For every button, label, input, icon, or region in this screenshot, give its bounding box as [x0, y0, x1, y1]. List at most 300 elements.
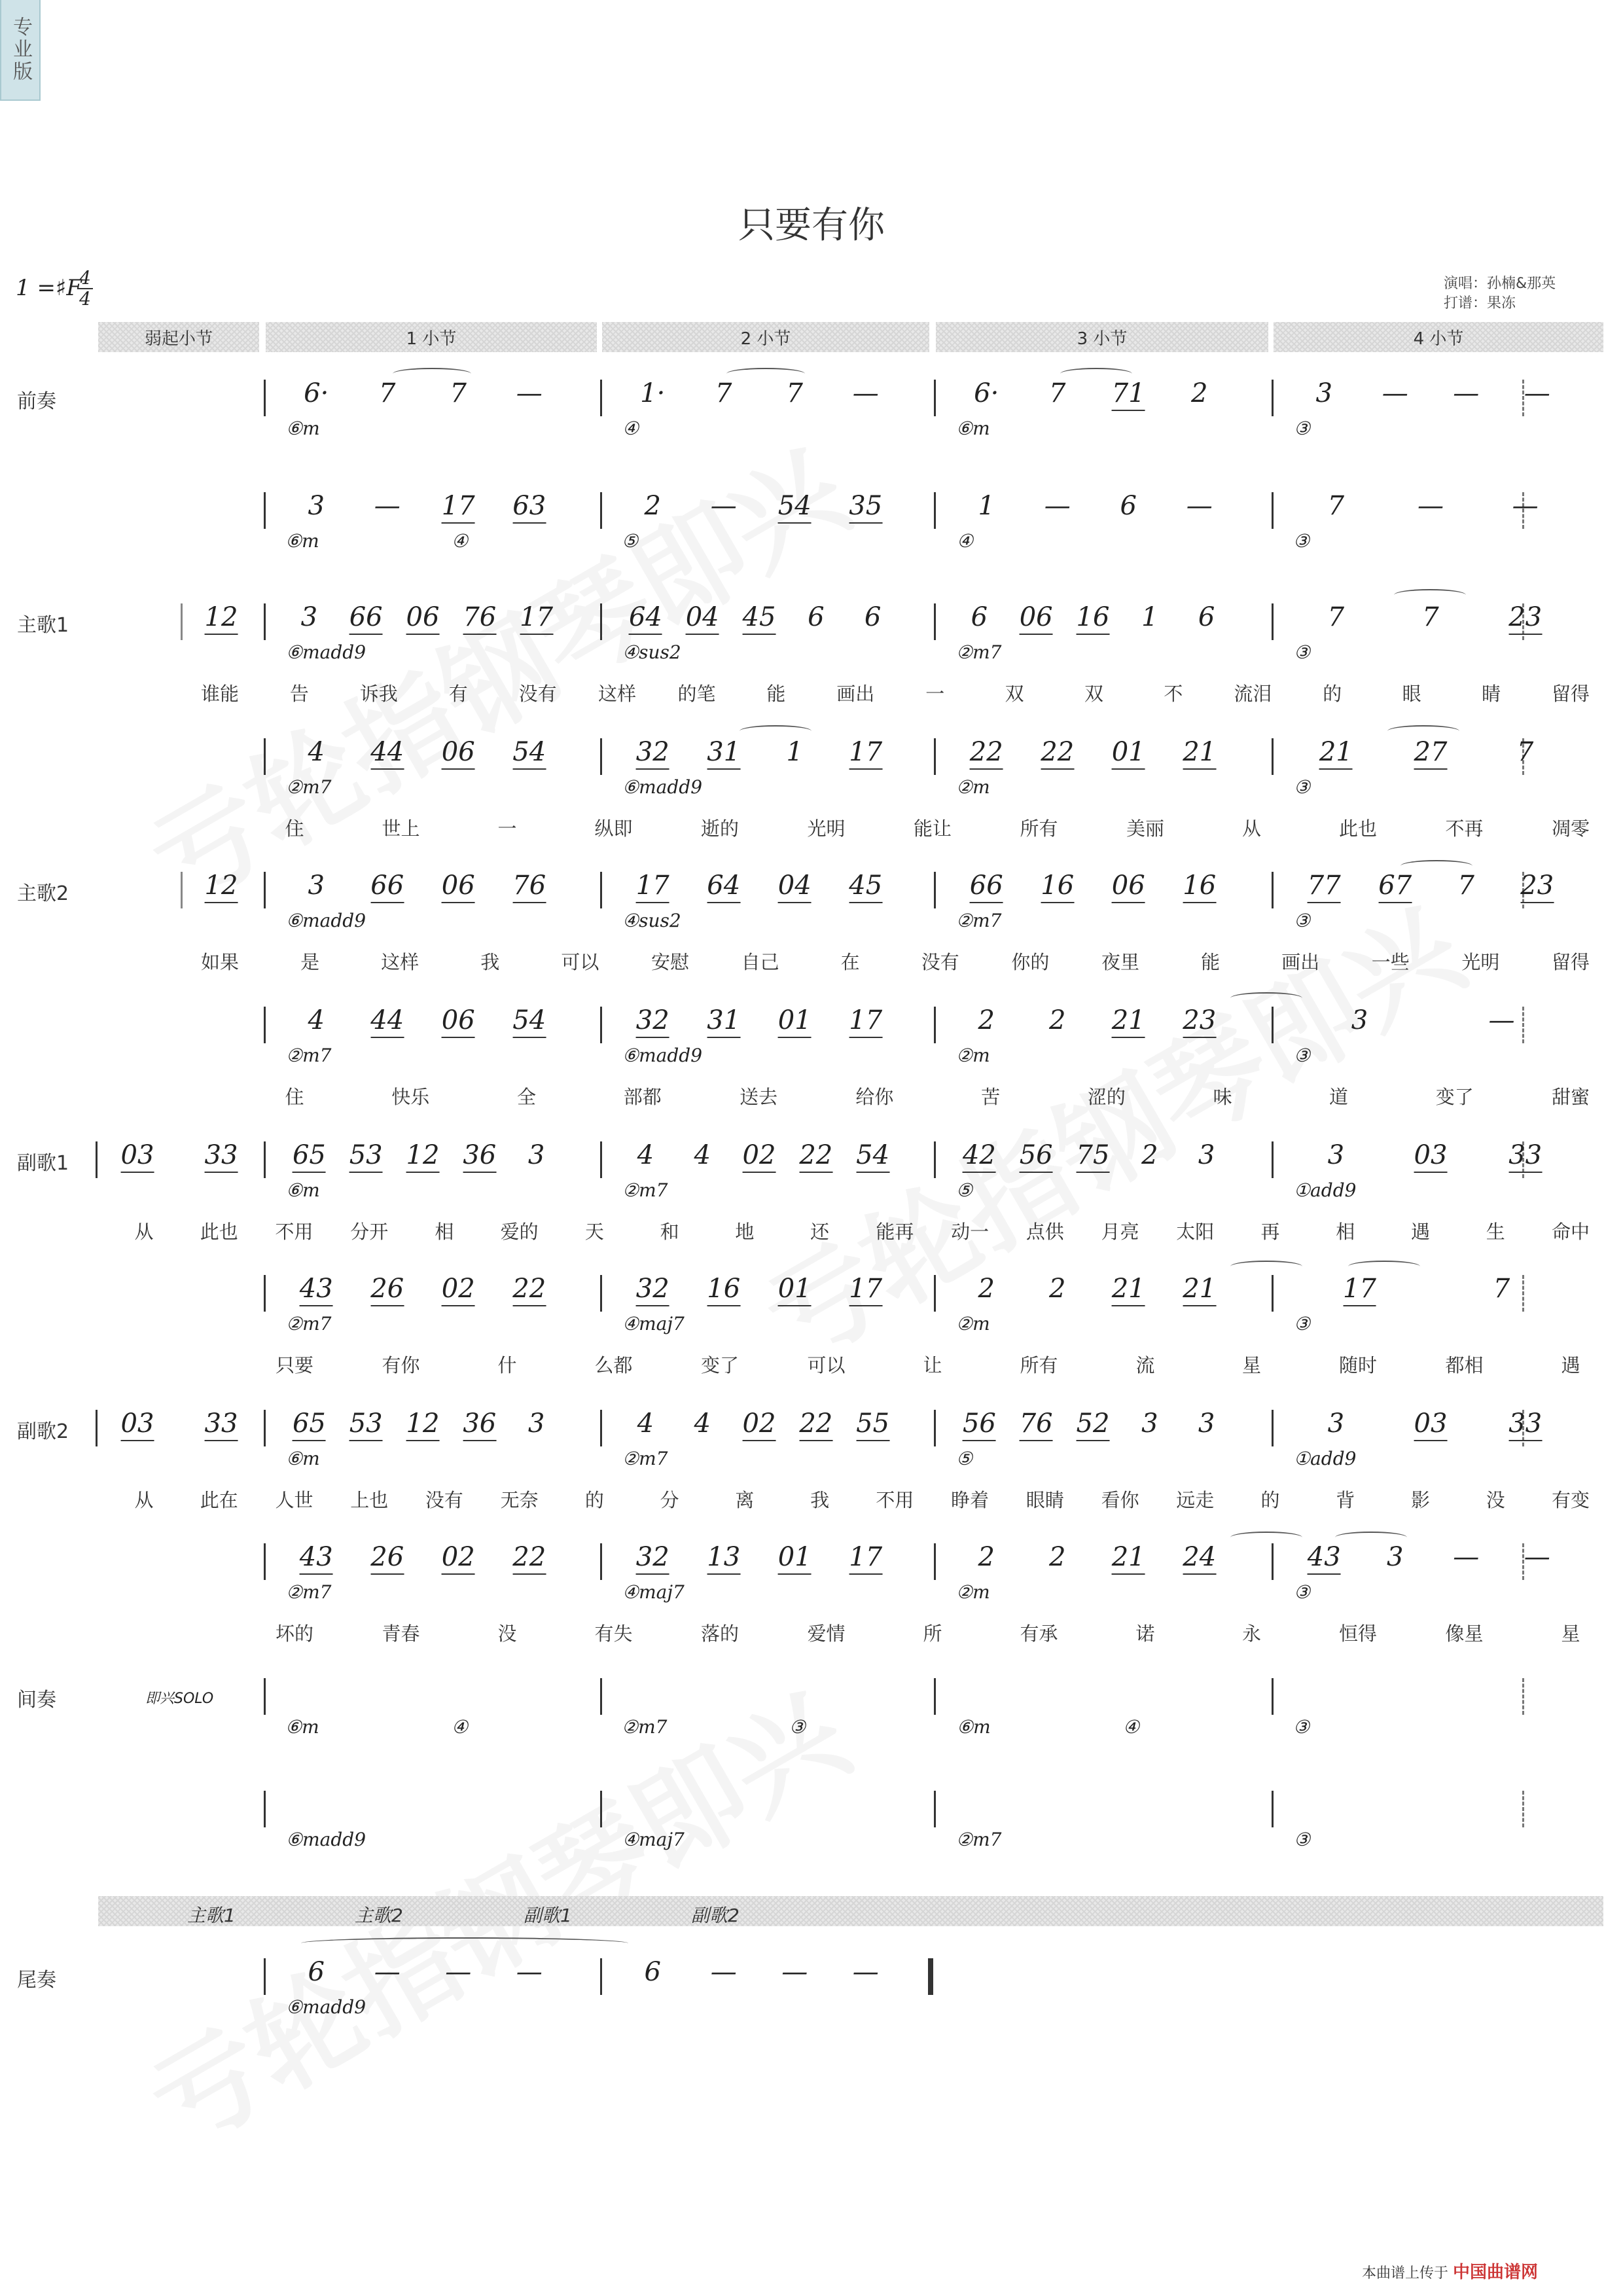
note: 32 — [636, 1005, 669, 1038]
slur — [1400, 860, 1472, 872]
note: 2 — [978, 1542, 995, 1572]
barline — [600, 1678, 602, 1715]
chord-symbol: ④maj7 — [622, 1313, 685, 1335]
lyric: 不再 — [1445, 817, 1484, 840]
song-title: 只要有你 — [738, 204, 885, 247]
chord-symbol: ⑥madd9 — [286, 1996, 366, 2018]
lyric: 分开 — [350, 1221, 389, 1243]
lyric: 一 — [925, 683, 945, 705]
lyric: 背 — [1336, 1489, 1355, 1511]
chord-symbol: ③ — [789, 1716, 806, 1738]
note: 3 — [1387, 1542, 1404, 1572]
lyric: 太阳 — [1176, 1221, 1215, 1243]
lyric: 部都 — [623, 1086, 662, 1108]
note: 01 — [778, 1005, 812, 1038]
lyric: 流 — [1135, 1354, 1155, 1376]
note: 7 — [1422, 602, 1439, 632]
note: 4 — [694, 1140, 711, 1170]
section-label-chorus2: 副歌2 — [17, 1420, 69, 1443]
lyric: 画出 — [1281, 951, 1320, 973]
note: 26 — [370, 1542, 404, 1575]
note: 17 — [442, 491, 475, 524]
note: 76 — [1020, 1408, 1053, 1441]
chord-symbol: ④sus2 — [622, 910, 681, 931]
note: 53 — [349, 1140, 383, 1173]
barline — [1272, 872, 1274, 908]
note: 6 — [864, 602, 882, 632]
lyric: 遇 — [1411, 1221, 1431, 1243]
note: — — [1418, 491, 1444, 521]
lyric: 星 — [1241, 1354, 1262, 1376]
lyric: 动一 — [951, 1221, 990, 1243]
lyric: 没 — [497, 1623, 517, 1645]
lyric: 影 — [1411, 1489, 1431, 1511]
note: 7 — [379, 378, 396, 408]
lyric: 没 — [1486, 1489, 1505, 1511]
lyric: 住 — [285, 817, 304, 840]
barline — [181, 603, 183, 640]
barline — [1272, 1410, 1274, 1446]
note: 55 — [856, 1408, 889, 1441]
lyric: 流泪 — [1234, 683, 1272, 705]
note: 42 — [963, 1140, 996, 1173]
chord-symbol: ②m — [956, 1581, 990, 1603]
note: 17 — [849, 1274, 882, 1306]
note: — — [1453, 1542, 1480, 1572]
interlude-solo-note: 即兴SOLO — [145, 1691, 214, 1707]
note: 65 — [293, 1140, 326, 1173]
note: 02 — [743, 1408, 776, 1441]
lyric: 没有 — [921, 951, 959, 973]
note: 01 — [1112, 737, 1145, 770]
note: 01 — [778, 1274, 812, 1306]
watermark — [116, 405, 871, 933]
chord-symbol: ③ — [1294, 776, 1311, 798]
barline — [96, 1141, 98, 1178]
lyric: 有失 — [594, 1623, 633, 1645]
note: 22 — [1041, 737, 1074, 770]
section-label-interlude: 间奏 — [17, 1689, 56, 1712]
note: 22 — [512, 1542, 546, 1575]
note: 43 — [300, 1274, 333, 1306]
lyric: 有你 — [382, 1354, 420, 1376]
note: — — [710, 491, 737, 521]
lyric: 所有 — [1020, 817, 1058, 840]
note: 6 — [971, 602, 988, 632]
lyric: 告 — [289, 683, 309, 705]
slur — [393, 368, 471, 380]
chord-symbol: ③ — [1293, 1716, 1310, 1738]
barline — [600, 872, 602, 908]
note: 36 — [463, 1408, 496, 1441]
section-label-verse2: 主歌2 — [17, 882, 69, 905]
note: 7 — [1327, 491, 1345, 521]
barline — [600, 1543, 602, 1580]
chord-symbol: ③ — [1293, 530, 1310, 552]
note: 3 — [1315, 378, 1332, 408]
section-label-prelude: 前奏 — [17, 390, 56, 413]
note: 01 — [778, 1542, 812, 1575]
note: 45 — [743, 602, 776, 635]
note: — — [1524, 378, 1550, 408]
chord-symbol: ②m7 — [622, 1448, 668, 1469]
chord-symbol: ②m — [956, 1313, 990, 1335]
barline — [264, 380, 266, 416]
note: 54 — [856, 1140, 889, 1173]
lyric: 远走 — [1176, 1489, 1215, 1511]
lyric: 的 — [584, 1489, 604, 1511]
chord-symbol: ⑥madd9 — [622, 776, 703, 798]
chord-symbol: ④ — [1123, 1716, 1140, 1738]
lyric: 光明 — [1461, 951, 1500, 973]
lyric: 命中 — [1551, 1221, 1590, 1243]
note: 6· — [974, 378, 999, 408]
note: 52 — [1077, 1408, 1110, 1441]
note: 17 — [849, 1542, 882, 1575]
note: 04 — [778, 870, 812, 903]
chord-symbol: ①add9 — [1294, 1448, 1357, 1469]
lyric: 此在 — [200, 1489, 238, 1511]
barline — [934, 603, 936, 640]
note: 33 — [1508, 1408, 1542, 1441]
section-label-outro: 尾奏 — [17, 1969, 56, 1992]
lyric: 双 — [1084, 683, 1104, 705]
note: 3 — [1351, 1005, 1368, 1035]
repeat-order-item: 副歌2 — [691, 1905, 740, 1926]
note: 3 — [1198, 1140, 1215, 1170]
lyric: 我 — [480, 951, 500, 973]
note: 23 — [1508, 602, 1542, 635]
lyric: 睛 — [1482, 683, 1501, 705]
note: 7 — [450, 378, 467, 408]
chord-symbol: ②m7 — [956, 1829, 1002, 1850]
repeat-order-bar — [98, 1896, 1603, 1926]
note: 3 — [1198, 1408, 1215, 1439]
note: — — [852, 378, 879, 408]
lyric: 的 — [1260, 1489, 1280, 1511]
note: 03 — [121, 1140, 154, 1173]
lyric: 相 — [1336, 1221, 1355, 1243]
watermark — [732, 863, 1486, 1391]
slur — [1335, 1532, 1407, 1543]
lyric: 和 — [660, 1221, 679, 1243]
measure-header-4: 4 小节 — [1274, 322, 1603, 352]
lyric: 此也 — [1338, 817, 1378, 840]
chord-symbol: ③ — [1294, 910, 1311, 931]
note: 2 — [978, 1274, 995, 1304]
note: — — [1453, 378, 1480, 408]
note: 54 — [512, 737, 546, 770]
lyric: 纵即 — [594, 817, 633, 840]
lyric: 诺 — [1135, 1623, 1155, 1645]
slur — [1230, 1261, 1302, 1272]
barline-end — [1522, 1007, 1524, 1043]
note: — — [1524, 1542, 1550, 1572]
note: 3 — [1327, 1140, 1345, 1170]
note: — — [374, 1957, 401, 1987]
note: 35 — [849, 491, 882, 524]
lyric: 画出 — [836, 683, 875, 705]
note: 33 — [205, 1140, 238, 1173]
chord-symbol: ②m7 — [286, 1045, 332, 1066]
note: 3 — [1141, 1408, 1158, 1439]
note: 03 — [1414, 1408, 1448, 1441]
note: 17 — [849, 1005, 882, 1038]
note: — — [516, 1957, 543, 1987]
note: — — [1488, 1005, 1515, 1035]
note: 17 — [520, 602, 553, 635]
edition-badge: 专业版 — [0, 0, 41, 101]
chord-symbol: ⑥m — [957, 1716, 991, 1738]
lyric: 没有 — [425, 1489, 463, 1511]
barline — [181, 872, 183, 908]
note: 43 — [1308, 1542, 1341, 1575]
note: 2 — [644, 491, 661, 521]
note: 76 — [463, 602, 496, 635]
measure-header-1: 1 小节 — [266, 322, 597, 352]
note: 12 — [205, 602, 238, 635]
slur — [726, 368, 805, 380]
note: 2 — [1049, 1542, 1066, 1572]
chord-symbol: ⑥m — [286, 1179, 320, 1201]
note: — — [781, 1957, 808, 1987]
lyric: 看你 — [1101, 1489, 1139, 1511]
lyric: 安慰 — [651, 951, 690, 973]
note: 17 — [849, 737, 882, 770]
note: — — [374, 491, 401, 521]
lyric: 有承 — [1020, 1623, 1058, 1645]
note: 3 — [1327, 1408, 1345, 1439]
note: 16 — [1041, 870, 1074, 903]
note: 43 — [300, 1542, 333, 1575]
barline — [600, 1141, 602, 1178]
lyric: 快乐 — [391, 1086, 430, 1108]
chord-symbol: ⑤ — [956, 1179, 973, 1201]
note: 33 — [1508, 1140, 1542, 1173]
note: 06 — [442, 870, 475, 903]
barline — [264, 1543, 266, 1580]
barline — [264, 492, 266, 529]
lyric: 道 — [1329, 1086, 1348, 1108]
lyric: 无奈 — [500, 1489, 539, 1511]
chord-symbol: ③ — [1294, 1045, 1311, 1066]
slur — [1387, 725, 1459, 737]
note: 23 — [1520, 870, 1554, 903]
note: 16 — [707, 1274, 740, 1306]
chord-symbol: ②m7 — [286, 1313, 332, 1335]
barline — [264, 1678, 266, 1715]
time-signature: 4 4 — [77, 268, 93, 309]
note: 67 — [1378, 870, 1412, 903]
chord-symbol: ②m7 — [956, 641, 1002, 663]
lyric: 诉我 — [359, 683, 398, 705]
chord-symbol: ⑥m — [285, 530, 319, 552]
lyric: 所 — [923, 1623, 942, 1645]
note: 31 — [707, 737, 740, 770]
note: 1· — [640, 378, 666, 408]
note: 63 — [512, 491, 546, 524]
note: 22 — [799, 1408, 832, 1441]
barline — [600, 1275, 602, 1312]
barline — [264, 1791, 266, 1827]
lyric: 不用 — [275, 1221, 313, 1243]
lyric: 可以 — [807, 1354, 846, 1376]
chord-symbol: ⑥m — [285, 1716, 319, 1738]
note: 66 — [370, 870, 404, 903]
chord-symbol: ③ — [1294, 1581, 1311, 1603]
lyric: 留得 — [1551, 683, 1590, 705]
barline — [600, 1410, 602, 1446]
lyric: 你的 — [1011, 951, 1050, 973]
lyric: 像星 — [1445, 1623, 1484, 1645]
chord-symbol: ③ — [1294, 1313, 1311, 1335]
barline — [1272, 1791, 1274, 1827]
note: 4 — [637, 1140, 654, 1170]
note: 17 — [636, 870, 669, 903]
barline — [934, 738, 936, 775]
note: 7 — [786, 378, 803, 408]
note: 02 — [743, 1140, 776, 1173]
slur — [1230, 992, 1302, 1004]
note: — — [852, 1957, 879, 1987]
note: 2 — [1049, 1274, 1066, 1304]
chord-symbol: ⑥m — [286, 418, 320, 439]
lyric: 送去 — [740, 1086, 778, 1108]
barline — [1272, 738, 1274, 775]
note: 32 — [636, 1542, 669, 1575]
note: 32 — [636, 1274, 669, 1306]
lyric: 这样 — [598, 683, 637, 705]
lyric: 上也 — [350, 1489, 389, 1511]
lyric: 能让 — [913, 817, 952, 840]
chord-symbol: ⑥madd9 — [286, 910, 366, 931]
barline — [1272, 492, 1274, 529]
lyric: 从 — [1241, 817, 1262, 840]
note: 7 — [715, 378, 732, 408]
note: — — [1186, 491, 1213, 521]
barline-end — [1522, 1275, 1524, 1312]
chord-symbol: ④maj7 — [622, 1829, 685, 1850]
note: 21 — [1183, 1274, 1216, 1306]
note: 1 — [1141, 602, 1158, 632]
lyric: 一些 — [1371, 951, 1410, 973]
note: 7 — [1327, 602, 1345, 632]
note: 6 — [808, 602, 825, 632]
note: 4 — [308, 737, 325, 767]
measure-header-2: 2 小节 — [602, 322, 929, 352]
note: 4 — [308, 1005, 325, 1035]
chord-symbol: ④ — [452, 1716, 469, 1738]
note: 2 — [1141, 1140, 1158, 1170]
lyric: 美丽 — [1126, 817, 1165, 840]
lyric: 分 — [660, 1489, 679, 1511]
note: 3 — [527, 1408, 545, 1439]
slur — [1394, 589, 1466, 601]
note: 03 — [121, 1408, 154, 1441]
note: 66 — [970, 870, 1003, 903]
note: 6 — [308, 1957, 325, 1987]
lyric: 爱情 — [807, 1623, 846, 1645]
lyric: 留得 — [1551, 951, 1590, 973]
barline — [600, 380, 602, 416]
note: 3 — [300, 602, 318, 632]
lyric: 涩的 — [1087, 1086, 1126, 1108]
barline — [264, 1275, 266, 1312]
site-logo: 中国曲谱网 — [1452, 2263, 1538, 2282]
barline — [934, 1791, 936, 1827]
note: 56 — [963, 1408, 996, 1441]
lyric: 在 — [840, 951, 860, 973]
lyric: 光明 — [807, 817, 846, 840]
lyric: 人世 — [275, 1489, 313, 1511]
final-barline — [928, 1958, 933, 1995]
note: 6 — [1198, 602, 1215, 632]
note: 45 — [849, 870, 882, 903]
note: 4 — [694, 1408, 711, 1439]
footer: 本曲谱上传于 中国曲谱网 — [1361, 2263, 1538, 2282]
note: 33 — [205, 1408, 238, 1441]
barline — [264, 603, 266, 640]
lyric: 变了 — [1435, 1086, 1474, 1108]
lyric: 自己 — [741, 951, 779, 973]
lyric: 永 — [1241, 1623, 1262, 1645]
note: 56 — [1020, 1140, 1053, 1173]
note: 03 — [1414, 1140, 1448, 1173]
lyric: 星 — [1561, 1623, 1580, 1645]
lyric: 从 — [134, 1221, 154, 1243]
lyric: 凋零 — [1551, 817, 1590, 840]
singer-credit: 演唱：孙楠&那英 — [1444, 276, 1556, 292]
lyric: 离 — [735, 1489, 755, 1511]
lyric: 生 — [1486, 1221, 1505, 1243]
barline — [934, 1007, 936, 1043]
lyric: 给你 — [855, 1086, 894, 1108]
chord-symbol: ①add9 — [1294, 1179, 1357, 1201]
lyric: 世上 — [382, 817, 420, 840]
chord-symbol: ⑤ — [956, 1448, 973, 1469]
barline — [934, 872, 936, 908]
note: 7 — [1493, 1274, 1510, 1304]
chord-symbol: ④sus2 — [622, 641, 681, 663]
note: 32 — [636, 737, 669, 770]
note: 65 — [293, 1408, 326, 1441]
note: 02 — [442, 1274, 475, 1306]
barline — [600, 1958, 602, 1995]
repeat-order-item: 主歌2 — [355, 1905, 403, 1926]
barline — [1272, 1141, 1274, 1178]
lyric: 能 — [1201, 951, 1221, 973]
note: 06 — [1112, 870, 1145, 903]
chord-symbol: ②m — [956, 1045, 990, 1066]
note: 1 — [978, 491, 995, 521]
lyric: 不 — [1164, 683, 1183, 705]
lyric: 变了 — [700, 1354, 740, 1376]
lyric: 我 — [810, 1489, 830, 1511]
measure-header-3: 3 小节 — [936, 322, 1268, 352]
note: 7 — [1049, 378, 1066, 408]
chord-symbol: ②m7 — [286, 776, 332, 798]
note: 17 — [1343, 1274, 1376, 1306]
barline — [264, 1007, 266, 1043]
chord-symbol: ②m7 — [286, 1581, 332, 1603]
note: 6 — [1120, 491, 1137, 521]
note: 06 — [1020, 602, 1053, 635]
note: 23 — [1183, 1005, 1216, 1038]
note: 26 — [370, 1274, 404, 1306]
note: 7 — [1516, 737, 1534, 767]
note: 06 — [406, 602, 440, 635]
note: 71 — [1112, 378, 1145, 411]
